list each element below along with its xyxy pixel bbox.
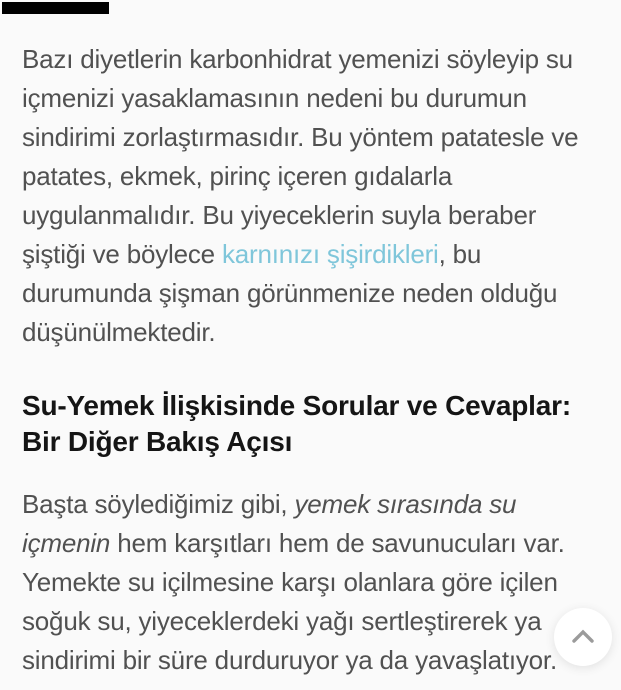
paragraph-intro-text-after-link: , bu durumunda şişman görünmenize neden olduğu düşünülmektedir. (22, 239, 558, 347)
paragraph-intro-text-before-link: Bazı diyetlerin karbonhidrat yemenizi söyleyip su içmenizi yasaklamasının nedeni bu durumun sindirimi zorlaştırmasıdır. Bu yöntem patatesle ve patates, ekmek, pirinç içeren gıdalarla uygulanmalıdır. Bu yiyeceklerin suyla beraber şiştiği ve böylece (22, 44, 579, 269)
belly-bloat-link[interactable]: karnınızı şişirdikleri (221, 239, 439, 269)
paragraph-qa-italic-phrase: yemek sırasında su içmenin (22, 489, 517, 558)
paragraph-qa-text-after-italic: hem karşıtları hem de savunucuları var. Yemekte su içilmesine karşı olanlara göre içilen soğuk su, yiyeceklerdeki yağı sertleştirerek ya sindirimi bir süre durduruyor ya da yavaşlatıyor. (22, 528, 565, 675)
paragraph-qa-text-before-italic: Başta söylediğimiz gibi, (22, 489, 295, 519)
scroll-to-top-button[interactable] (554, 608, 612, 666)
section-heading: Su-Yemek İlişkisinde Sorular ve Cevaplar: Bir Diğer Bakış Açısı (22, 390, 571, 457)
paragraph-intro (22, 40, 597, 352)
paragraph-qa (22, 485, 597, 680)
chevron-up-icon (571, 629, 595, 643)
